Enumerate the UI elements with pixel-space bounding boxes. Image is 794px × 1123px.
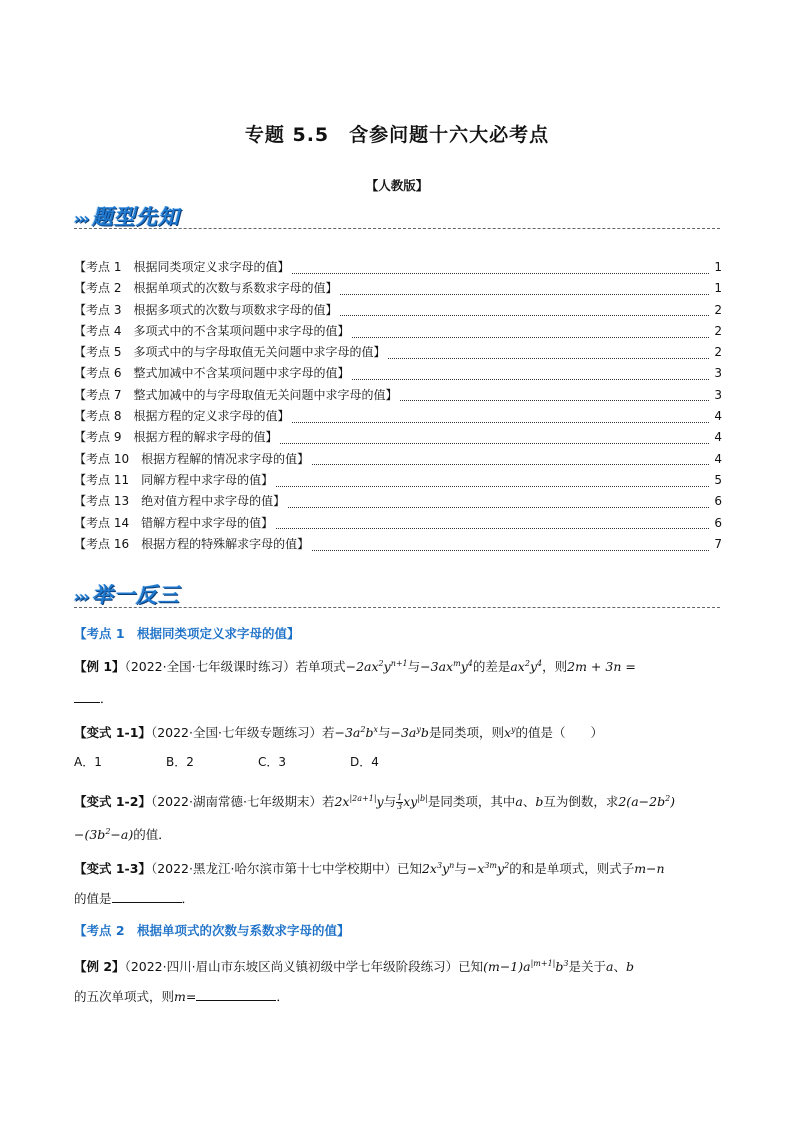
toc-text: 错解方程中求字母的值】 [141, 515, 274, 530]
toc-leader [276, 477, 709, 487]
table-of-contents [74, 258, 722, 556]
toc-row[interactable] [74, 492, 722, 513]
toc-row[interactable] [74, 450, 722, 471]
toc-row[interactable] [74, 471, 722, 492]
toc-page: 5 [714, 472, 722, 487]
answer-blank[interactable] [196, 987, 276, 1001]
toc-leader [388, 349, 709, 359]
toc-page: 3 [714, 387, 722, 402]
math-expr: 2m + 3n = [567, 659, 636, 675]
text: 的和是单项式，则式子 [509, 861, 635, 877]
toc-row[interactable] [74, 258, 722, 279]
text: 若单项式 [295, 659, 346, 675]
math-expr: m−n [634, 861, 665, 877]
text: 的五次单项式，则 [74, 989, 175, 1004]
text: 与 [377, 725, 391, 741]
toc-row[interactable] [74, 407, 722, 428]
variant-1-1 [74, 721, 722, 742]
math-expr: $2x^3y^n$ [421, 861, 455, 877]
toc-text: 整式加减中不含某项问题中求字母的值】 [133, 366, 350, 381]
text: 、 [522, 794, 536, 810]
toc-text: 根据单项式的次数与系数求字母的值】 [133, 281, 338, 296]
banner-title: 题型先知 [91, 205, 180, 229]
math-expr: $-3a^yb$ [390, 725, 429, 741]
text: ． [276, 989, 289, 1004]
toc-row[interactable] [74, 535, 722, 556]
toc-page: 4 [714, 451, 722, 466]
math-expr: $(m-1)a^{|m+1|}b^3$ [483, 959, 569, 975]
source: （2022·湖南常德·七年级期末） [150, 794, 322, 810]
text: 与 [454, 861, 467, 877]
example-label: 【变式 1-3】 [74, 861, 151, 877]
toc-text: 多项式中的不含某项问题中求字母的值】 [133, 323, 350, 338]
example-2 [74, 955, 722, 976]
toc-text: 根据同类项定义求字母的值】 [133, 260, 290, 274]
text: 是同类项，其中 [427, 794, 516, 810]
toc-page: 1 [714, 260, 722, 274]
toc-row[interactable] [74, 322, 722, 343]
variant-1-2 [74, 790, 722, 811]
banner-arrows-icon: ››› [74, 587, 88, 606]
section-heading-kp1: 【考点 1 根据同类项定义求字母的值】 [74, 626, 300, 641]
toc-text: 根据方程的特殊解求字母的值】 [141, 536, 310, 551]
toc-leader [400, 391, 709, 401]
toc-tag: 【考点 3 [74, 302, 122, 317]
source: （2022·全国·七年级课时练习） [124, 659, 296, 675]
toc-tag: 【考点 1 [74, 260, 122, 274]
text: 已知 [396, 861, 422, 877]
choice-b[interactable]: B．2 [166, 755, 194, 769]
math-expr: $\frac{1}{3}$ $xy^{|b|}$ [397, 793, 428, 812]
toc-leader [288, 498, 709, 508]
toc-row[interactable] [74, 386, 722, 407]
toc-leader [340, 285, 709, 295]
text: 是同类项，则 [428, 725, 504, 741]
toc-row[interactable] [74, 514, 722, 535]
example-label: 【变式 1-2】 [74, 794, 151, 810]
toc-page: 2 [714, 323, 722, 338]
toc-tag: 【考点 2 [74, 281, 122, 296]
banner-arrows-icon: ››› [74, 209, 88, 228]
toc-row[interactable] [74, 279, 722, 300]
text: 与 [383, 794, 397, 810]
choice-c[interactable]: C．3 [258, 755, 287, 769]
toc-leader [280, 434, 709, 444]
toc-leader [276, 519, 709, 529]
toc-page: 2 [714, 302, 722, 317]
math-var: b [535, 794, 544, 810]
toc-row[interactable] [74, 428, 722, 449]
toc-text: 根据方程解的情况求字母的值】 [141, 451, 310, 466]
toc-leader [352, 328, 709, 338]
math-expr: $2x^{|2a+1|}y$ [334, 794, 384, 810]
toc-tag: 【考点 10 [74, 451, 130, 466]
toc-row[interactable] [74, 301, 722, 322]
page-title: 专题 5.5 含参问题十六大必考点 [244, 124, 550, 146]
math-expr: $ax^2y^4$ [510, 659, 543, 675]
example-1 [74, 655, 722, 676]
variant-1-3 [74, 857, 722, 878]
toc-row[interactable] [74, 364, 722, 385]
toc-tag: 【考点 11 [74, 472, 130, 487]
toc-row[interactable] [74, 343, 722, 364]
toc-page: 2 [714, 345, 722, 360]
example-label: 【例 2】 [74, 959, 125, 975]
toc-tag: 【考点 16 [74, 536, 130, 551]
math-var: b [625, 959, 634, 975]
example-label: 【例 1】 [74, 659, 125, 675]
toc-leader [340, 306, 709, 316]
choice-d[interactable]: D．4 [350, 755, 379, 769]
math-var: m [174, 989, 186, 1004]
math-expr: $-x^{3m}y^2$ [466, 861, 510, 877]
toc-tag: 【考点 4 [74, 323, 122, 338]
toc-tag: 【考点 14 [74, 515, 130, 530]
toc-page: 6 [714, 494, 722, 509]
answer-blank[interactable] [74, 689, 100, 703]
toc-page: 1 [714, 281, 722, 296]
toc-tag: 【考点 9 [74, 430, 122, 445]
toc-leader [312, 541, 709, 551]
math-expr: $-2ax^2y^{n+1}$ [345, 659, 408, 675]
math-expr: $-3a^2b^x$ [334, 725, 378, 741]
math-expr: $x^y$ [503, 725, 516, 741]
toc-tag: 【考点 6 [74, 366, 122, 381]
toc-text: 绝对值方程中求字母的值】 [141, 494, 286, 509]
toc-leader [312, 455, 709, 465]
text: 若 [321, 725, 335, 741]
math-expr: $-3ax^my^4$ [420, 659, 473, 675]
math-expr: $2(a-2b^2)$ [618, 794, 676, 810]
section-heading-kp2: 【考点 2 根据单项式的次数与系数求字母的值】 [74, 923, 350, 938]
math-expr: $-(3b^2-a)$ [74, 827, 134, 843]
toc-text: 整式加减中的与字母取值无关问题中求字母的值】 [133, 387, 398, 402]
text: 是关于 [568, 959, 606, 975]
toc-tag: 【考点 5 [74, 345, 122, 360]
example-label: 【变式 1-1】 [74, 725, 151, 741]
text: ． [100, 691, 113, 706]
toc-tag: 【考点 8 [74, 409, 122, 424]
text: 、 [613, 959, 626, 975]
toc-text: 根据多项式的次数与项数求字母的值】 [133, 302, 338, 317]
toc-tag: 【考点 13 [74, 494, 130, 509]
text: 的值是（ ） [515, 725, 604, 741]
answer-blank[interactable] [112, 889, 182, 903]
section-banner-preview [74, 201, 180, 231]
toc-page: 6 [714, 515, 722, 530]
divider [74, 607, 720, 608]
text: 与 [407, 659, 421, 675]
toc-text: 根据方程的定义求字母的值】 [133, 409, 290, 424]
math-var: a [606, 959, 614, 975]
banner-title: 举一反三 [91, 583, 180, 607]
toc-tag: 【考点 7 [74, 387, 122, 402]
edition-label: 【人教版】 [365, 178, 429, 193]
toc-text: 同解方程中求字母的值】 [141, 472, 274, 487]
toc-leader [292, 413, 709, 423]
toc-text: 根据方程的解求字母的值】 [133, 430, 278, 445]
toc-page: 7 [714, 536, 722, 551]
toc-leader [292, 264, 709, 274]
toc-text: 多项式中的与字母取值无关问题中求字母的值】 [133, 345, 386, 360]
toc-leader [352, 370, 709, 380]
source: （2022·黑龙江·哈尔滨市第十七中学校期中） [150, 861, 397, 877]
toc-page: 3 [714, 366, 722, 381]
source: （2022·四川·眉山市东坡区尚义镇初级中学七年级阶段练习） [124, 959, 459, 975]
text: ，则 [542, 659, 568, 675]
text: ． [181, 891, 195, 906]
toc-page: 4 [714, 430, 722, 445]
answer-line [74, 689, 722, 708]
variant-1-2-cont [74, 823, 722, 844]
text: 的值． [133, 827, 171, 843]
example-2-cont: 的五次单项式，则m= ． [74, 989, 289, 1004]
text: 已知 [458, 959, 484, 975]
toc-page: 4 [714, 409, 722, 424]
variant-1-3-cont [74, 889, 722, 908]
math-var: a [515, 794, 523, 810]
text: 的差是 [472, 659, 511, 675]
text: 若 [321, 794, 335, 810]
source: （2022·全国·七年级专题练习） [150, 725, 322, 741]
text: 互为倒数，求 [543, 794, 619, 810]
text: 的值是 [74, 891, 112, 906]
section-banner-practice [74, 579, 180, 609]
choice-a[interactable]: A．1 [74, 755, 102, 769]
divider [74, 228, 720, 229]
choice-list [74, 753, 442, 770]
